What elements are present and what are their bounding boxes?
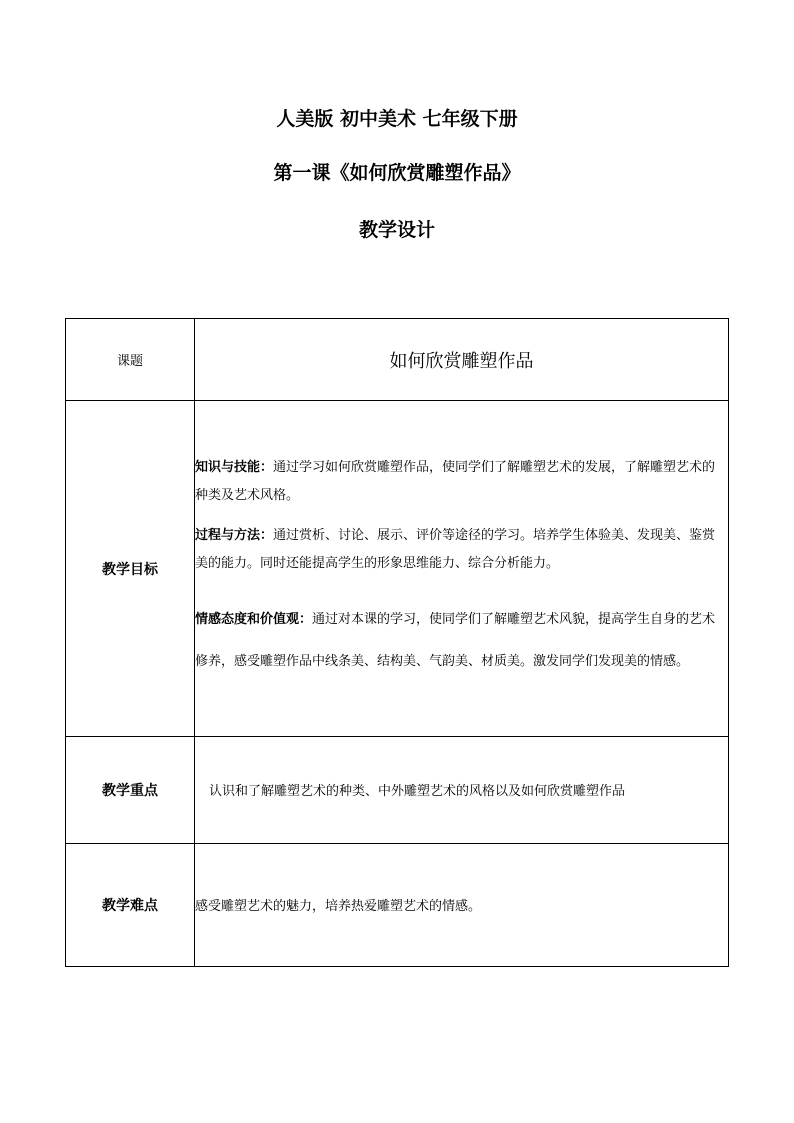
process-goal-heading: 过程与方法：: [195, 528, 274, 543]
topic-value: 如何欣赏雕塑作品: [389, 350, 534, 372]
document-type-header: 教学设计: [358, 219, 435, 241]
process-goal: [195, 522, 728, 578]
topic-cell: [195, 319, 729, 401]
difficulties-row: [66, 844, 729, 967]
knowledge-goal-text: 通过学习如何欣赏雕塑作品，使同学们了解雕塑艺术的发展，了解雕塑艺术的种类及艺术风格。: [195, 460, 716, 503]
difficulties-label: 教学难点: [66, 844, 195, 967]
difficulties-value: 感受雕塑艺术的魅力，培养热爱雕塑艺术的情感。: [195, 898, 482, 914]
process-goal-text: 通过赏析、讨论、展示、评价等途径的学习。培养学生体验美、发现美、鉴赏美的能力。同时还能提高学生的形象思维能力、综合分析能力。: [195, 528, 716, 571]
key-points-cell: [195, 737, 729, 844]
key-points-value: 认识和了解雕塑艺术的种类、中外雕塑艺术的风格以及如何欣赏雕塑作品: [209, 783, 626, 799]
goals-cell: [195, 401, 729, 737]
goals-label: 教学目标: [66, 401, 195, 737]
emotion-goal: [195, 599, 728, 683]
emotion-goal-text: 通过对本课的学习，使同学们了解雕塑艺术风貌，提高学生自身的艺术修养，感受雕塑作品中线条美、结构美、气韵美、材质美。激发同学们发现美的情感。: [195, 612, 716, 669]
knowledge-goal: [195, 454, 728, 510]
course-header: 人美版 初中美术 七年级下册: [276, 108, 518, 130]
goals-row: [66, 401, 729, 737]
knowledge-goal-heading: 知识与技能：: [195, 460, 274, 475]
lesson-header: 第一课《如何欣赏雕塑作品》: [273, 162, 521, 184]
topic-row: [66, 319, 729, 401]
key-points-row: [66, 737, 729, 844]
difficulties-cell: [195, 844, 729, 967]
lesson-plan-table: [65, 318, 729, 967]
emotion-goal-heading: 情感态度和价值观：: [195, 612, 313, 627]
topic-label: 课题: [66, 319, 195, 401]
key-points-label: 教学重点: [66, 737, 195, 844]
